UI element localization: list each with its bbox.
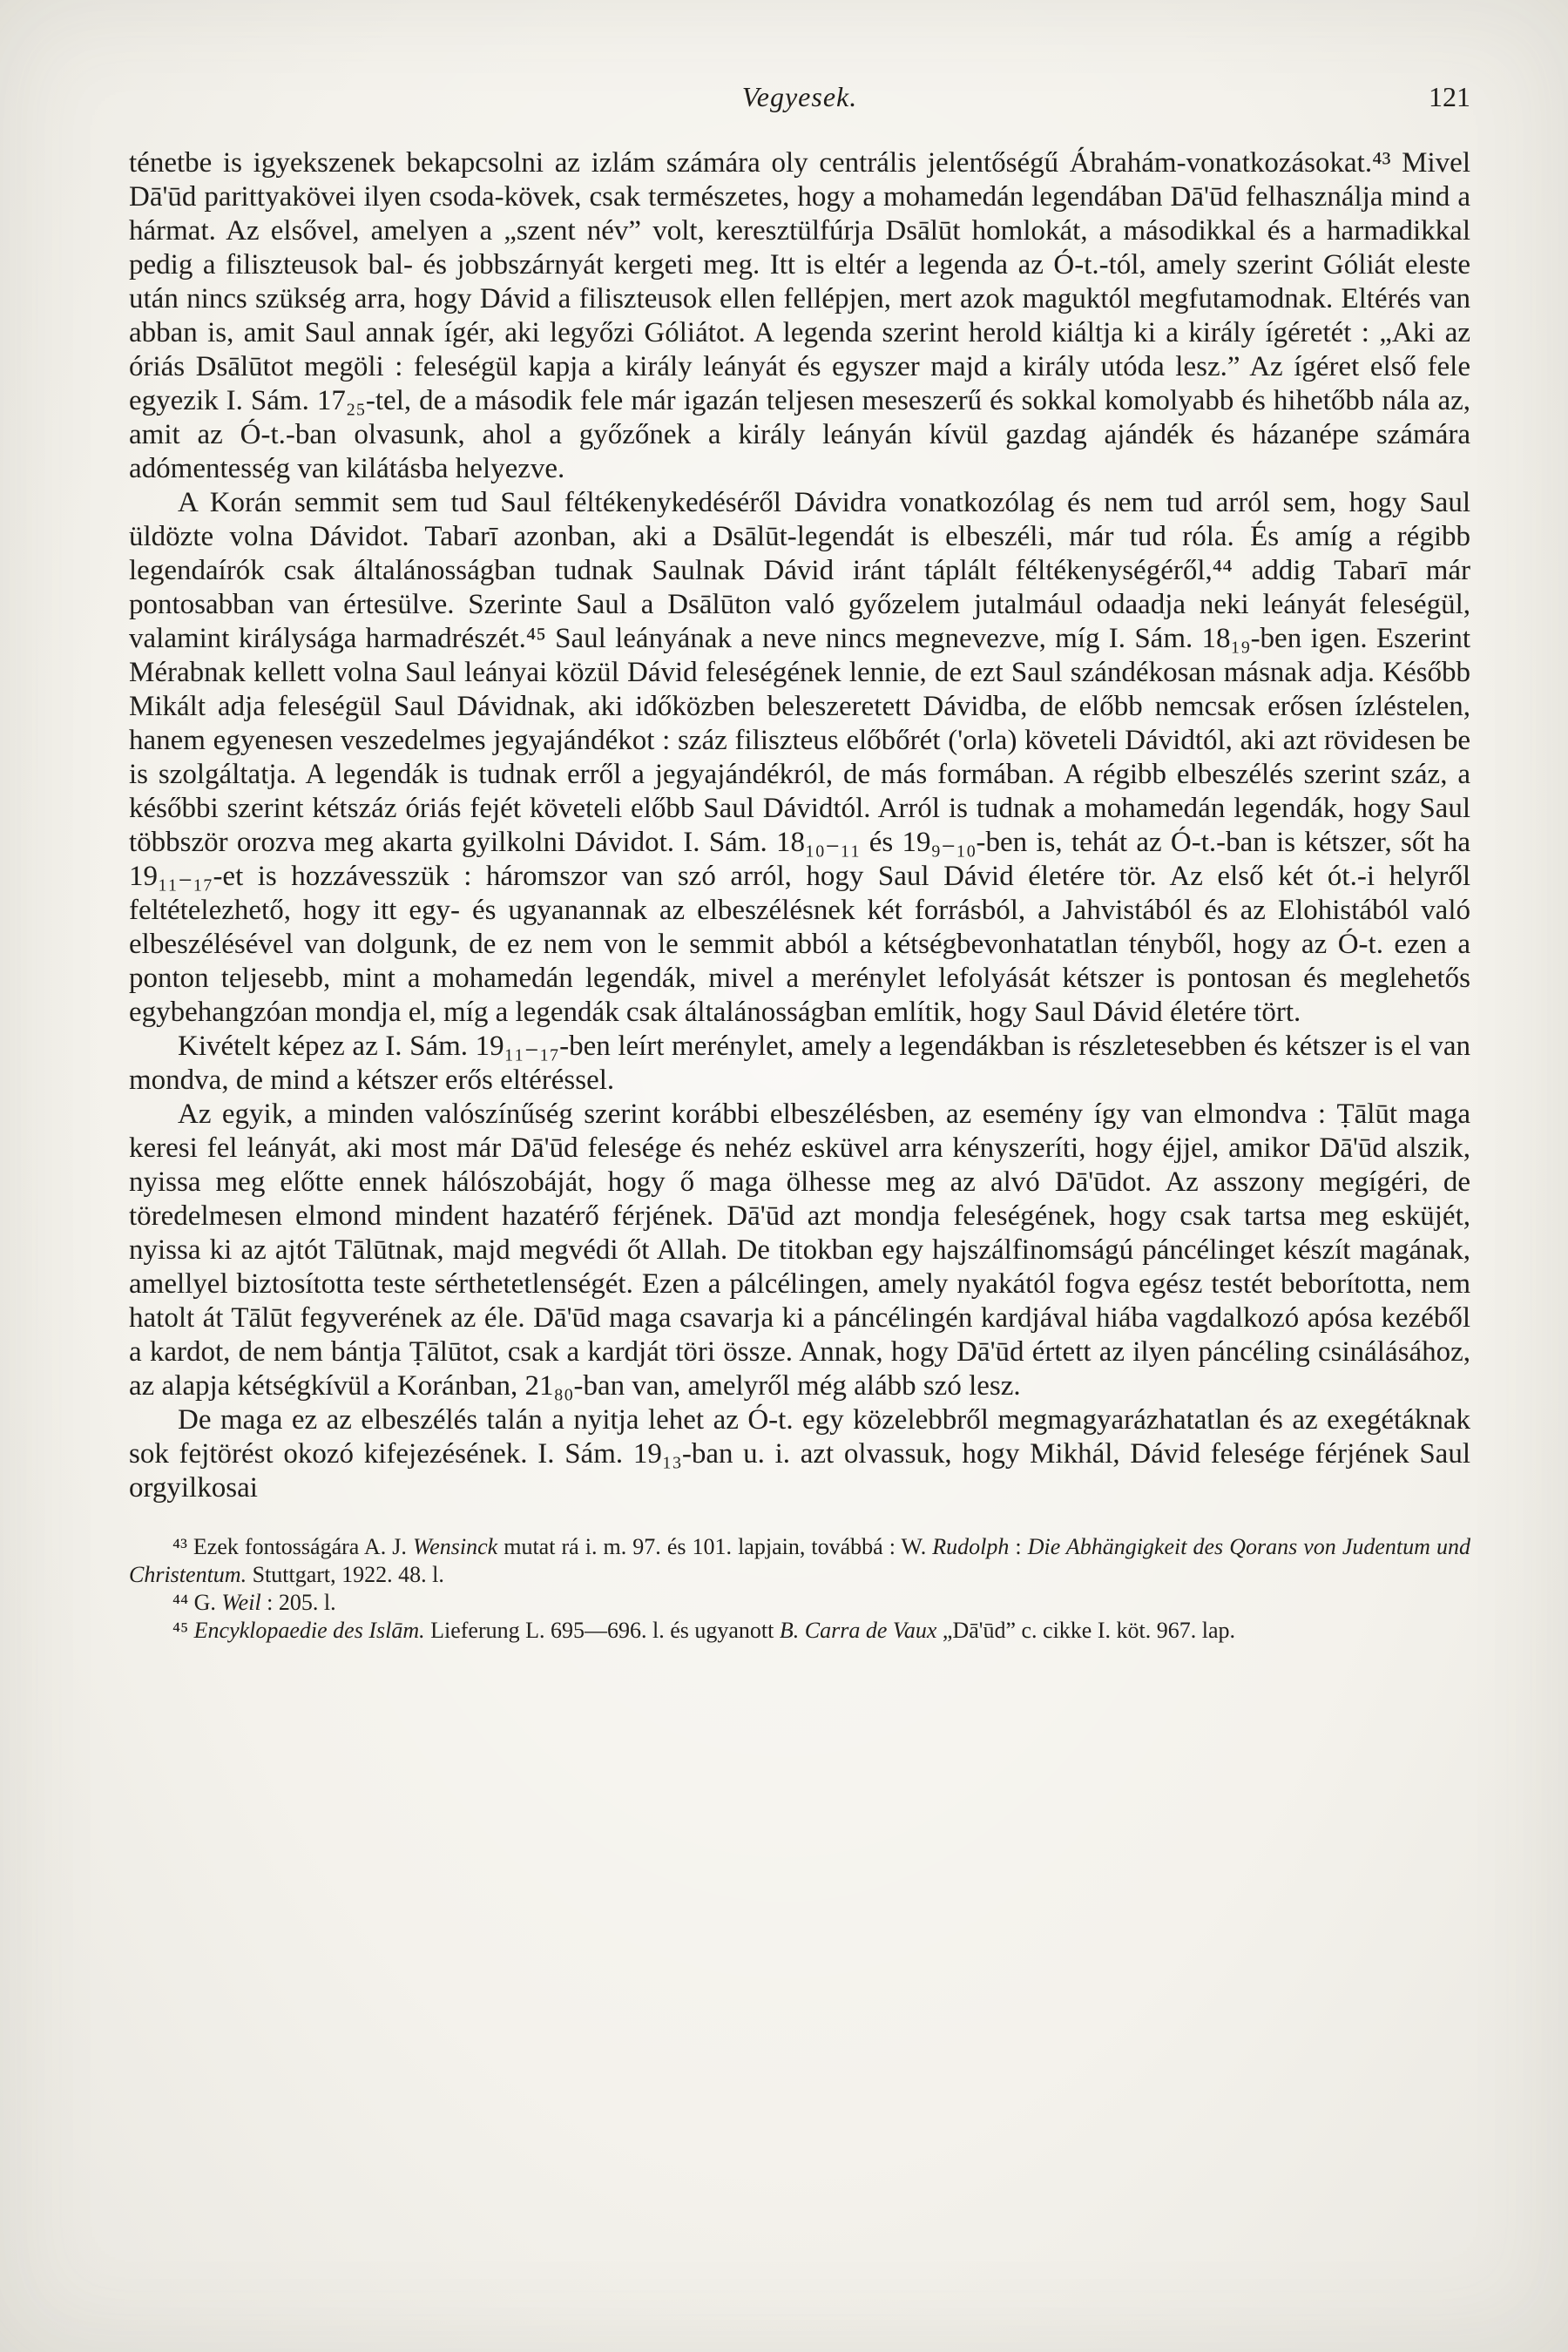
paragraph-2: A Korán semmit sem tud Saul féltékenykedéséről Dávidra vonatkozólag és nem tud arról sem, hogy Saul üldözte volna Dávidot. Tabarī azonban, aki a Dsālūt-legendát is elbeszéli, már tud róla. És amíg a régibb legendaírók csak általánosságban tudnak Saulnak Dávid iránt táplált féltékenységéről,⁴⁴ addig Tabarī már pontosabban van értesülve. Szerinte Saul a Dsālūton való győzelem jutalmául odaadja neki leányát feleségül, valamint királysága harmadrészét.⁴⁵ Saul leányának a neve nincs megnevezve, míg I. Sám. 18₁₉-ben igen. Eszerint Mérabnak kellett volna Saul leányai közül Dávid feleségének lennie, de ezt Saul szándékosan másnak adja. Később Mikált adja feleségül Saul Dávidnak, aki időközben beleszeretett Dávidba, de előbb nemcsak erősen ízléstelen, hanem egyenesen veszedelmes jegyajándékot : száz filiszteus előbőrét ('orla) követeli Dávidtól, aki azt rövidesen be is szolgáltatja. A legendák is tudnak erről a jegyajándékról, de más formában. A régibb elbeszélés szerint száz, a későbbi szerint kétszáz óriás fejét követeli előbb Saul Dávidtól. Arról is tudnak a mohamedán legendák, hogy Saul többször orozva meg akarta gyilkolni Dávidot. I. Sám. 18₁₀₋₁₁ és 19₉₋₁₀-ben is, tehát az Ó-t.-ban is kétszer, sőt ha 19₁₁₋₁₇-et is hozzávesszük : háromszor van szó arról, hogy Saul Dávid életére tör. Az első két ót.-i helyről feltételezhető, hogy itt egy- és ugyanannak az elbeszélésnek két forrásból, a Jahvistából és az Elohistából való elbeszélésével van dolgunk, de ez nem von le semmit abból a kétségbevonhatatlan tényből, hogy az Ó-t. ezen a ponton teljesebb, mint a mohamedán legendák, mivel a merénylet lefolyását kétszer is pontosan és meglehetős egybehangzóan mondja el, míg a legendák csak általánosságban említik, hogy Saul Dávid életére tört.: [129, 487, 1470, 1028]
body-text: [129, 146, 1470, 1505]
footnote-45: [129, 1617, 1470, 1645]
footnote-text: Stuttgart, 1922. 48. l.: [247, 1562, 444, 1587]
page-header: [129, 78, 1470, 115]
footnote-text: ⁴⁴ G.: [172, 1590, 222, 1615]
running-title: Vegyesek.: [741, 81, 858, 112]
footnote-43: [129, 1533, 1470, 1589]
footnote-text: ⁴⁵: [172, 1618, 194, 1643]
footnote-book-title: Encyklopaedie des Islām.: [193, 1618, 425, 1643]
paragraph-5: De maga ez az elbeszélés talán a nyitja lehet az Ó-t. egy közelebbről megmagyarázhatatlan és az exegétáknak sok fejtörést okozó kifejezésének. I. Sám. 19₁₃-ban u. i. azt olvassuk, hogy Mikhál, Dávid felesége férjének Saul orgyilkosai: [129, 1404, 1470, 1504]
footnote-text: „Dā'ūd” c. cikke I. köt. 967. lap.: [936, 1618, 1235, 1643]
footnote-author-name: Wensinck: [412, 1534, 498, 1559]
footnote-text: mutat rá i. m. 97. és 101. lapjain, továbbá : W.: [497, 1534, 933, 1559]
footnote-book-title: Die Abhängigkeit des Qorans von Judentum und Christentum.: [129, 1534, 1470, 1587]
footnote-text: : 205. l.: [260, 1590, 336, 1615]
footnote-text: :: [1009, 1534, 1028, 1559]
paragraph-3: Kivételt képez az I. Sám. 19₁₁₋₁₇-ben leírt merénylet, amely a legendákban is részletesebben és kétszer is el van mondva, de mind a kétszer erős eltéréssel.: [129, 1031, 1470, 1096]
paragraph-4: Az egyik, a minden valószínűség szerint korábbi elbeszélésben, az esemény így van elmondva : Ṭālūt maga keresi fel leányát, aki most már Dā'ūd felesége és nehéz esküvel arra kényszeríti, hogy éjjel, amikor Dā'ūd alszik, nyissa meg előtte ennek hálószobáját, hogy ő maga ölhesse meg az alvó Dā'ūdot. Az asszony megígéri, de töredelmesen elmond mindent hazatérő férjének. Dā'ūd azt mondja feleségének, hogy csak tartsa meg esküjét, nyissa ki az ajtót Tālūtnak, majd megvédi őt Allah. De titokban egy hajszálfinomságú páncélinget készít magának, amellyel biztosította teste sérthetetlenségét. Ezen a pálcélingen, amely nyakától fogva egész testét beborította, nem hatolt át Tālūt fegyverének az éle. Dā'ūd maga csavarja ki a páncélingén kardjával hiába vagdalkozó apósa kezéből a kardot, de nem bántja Ṭālūtot, csak a kardját töri össze. Annak, hogy Dā'ūd értett az ilyen páncéling csinálásához, az alapja kétségkívül a Koránban, 21₈₀-ban van, amelyről még alább szó lesz.: [129, 1098, 1470, 1402]
footnote-text: Lieferung L. 695—696. l. és ugyanott: [424, 1618, 780, 1643]
footnote-text: ⁴³ Ezek fontosságára A. J.: [172, 1534, 413, 1559]
footnote-44: [129, 1589, 1470, 1617]
footnote-author-name: Rudolph: [932, 1534, 1010, 1559]
paragraph-1: ténetbe is igyekszenek bekapcsolni az izlám számára oly centrális jelentőségű Ábrahám-vonatkozásokat.⁴³ Mivel Dā'ūd parittyakövei ilyen csoda-kövek, csak természetes, hogy a mohamedán legendában Dā'ūd felhasználja mind a hármat. Az elsővel, amelyen a „szent név” volt, keresztülfúrja Dsālūt homlokát, a másodikkal és a harmadikkal pedig a filiszteusok bal- és jobbszárnyát kergeti meg. Itt is eltér a legenda az Ó-t.-tól, amely szerint Góliát eleste után nincs szükség arra, hogy Dávid a filiszteusok ellen fellépjen, mert azok maguktól megfutamodnak. Eltérés van abban is, amit Saul annak ígér, aki legyőzi Góliátot. A legenda szerint herold kiáltja ki a király ígéretét : „Aki az óriás Dsālūtot megöli : feleségül kapja a király leányát és egyszer majd a király utóda lesz.” Az ígéret első fele egyezik I. Sám. 17₂₅-tel, de a második fele már igazán teljesen meseszerű és sokkal komolyabb és hihetőbb nála az, amit az Ó-t.-ban olvasunk, ahol a győzőnek a király leányán kívül gazdag ajándék és házanépe számára adómentesség van kilátásba helyezve.: [129, 147, 1470, 484]
footnotes-section: [129, 1533, 1470, 1645]
page-number: 121: [1429, 81, 1470, 112]
footnote-author-name: Weil: [221, 1590, 261, 1615]
footnote-author-name: B. Carra de Vaux: [779, 1618, 937, 1643]
